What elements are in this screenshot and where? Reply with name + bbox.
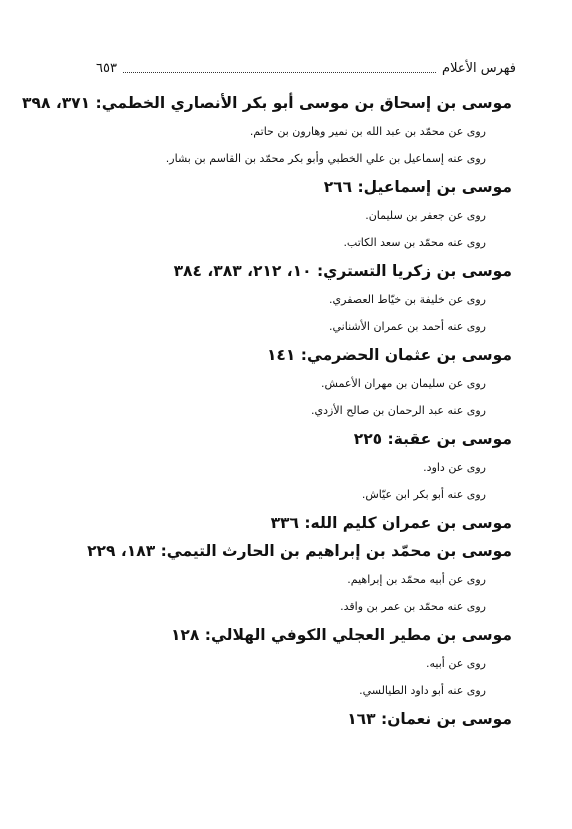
index-entry [82,510,512,536]
narrated-by-line: روى عنه عبد الرحمان بن صالح الأزدي. [311,404,486,417]
entry-name: موسى بن زكريا التستري: ١٠، ٢١٢، ٣٨٣، ٣٨٤ [173,262,512,280]
index-entry [82,622,512,704]
narrated-from-line: روى عن خليفة بن خيّاط العصفري. [329,293,486,306]
entry-name: موسى بن عثمان الحضرمي: ١٤١ [266,346,512,364]
index-entry [82,426,512,508]
narrated-by-line: روى عنه أحمد بن عمران الأشناني. [329,320,486,333]
narrated-by-line: روى عنه محمّد بن عمر بن واقد. [340,600,486,613]
narrated-by-line: روى عنه أبو داود الطيالسي. [359,684,486,697]
index-entry [82,174,512,256]
entry-name: موسى بن إسماعيل: ٢٦٦ [323,178,512,196]
entry-name: موسى بن عقبة: ٢٢٥ [353,430,512,448]
header-title: فهرس الأعلام [442,60,516,76]
narrated-from-line: روى عن داود. [423,461,486,474]
running-header [96,58,516,78]
header-page-number: ٦٥٣ [96,60,117,76]
entry-name: موسى بن نعمان: ١٦٣ [347,710,512,728]
narrated-from-line: روى عن جعفر بن سليمان. [365,209,486,222]
index-entries [22,90,512,732]
entry-name: موسى بن عمران كليم الله: ٣٣٦ [270,514,512,532]
narrated-from-line: روى عن محمّد بن عبد الله بن نمير وهارون بن حاتم. [249,125,486,138]
narrated-from-line: روى عن سليمان بن مهران الأعمش. [321,377,486,390]
entry-name: موسى بن مطير العجلي الكوفي الهلالي: ١٢٨ [170,626,512,644]
narrated-by-line: روى عنه إسماعيل بن علي الخطبي وأبو بكر محمّد بن القاسم بن بشار. [165,152,486,165]
index-entry [82,706,512,732]
narrated-by-line: روى عنه محمّد بن سعد الكاتب. [343,236,486,249]
entry-name: موسى بن إسحاق بن موسى أبو بكر الأنصاري الخطمي: ٣٧١، ٣٩٨ [22,94,512,112]
narrated-from-line: روى عن أبيه. [426,657,486,670]
header-leader-dots [123,64,436,73]
index-entry [82,538,512,620]
index-entry [22,90,512,172]
index-entry [82,342,512,424]
entry-name: موسى بن محمّد بن إبراهيم بن الحارث التيمي: ١٨٣، ٢٢٩ [87,542,512,560]
narrated-by-line: روى عنه أبو بكر ابن عيّاش. [361,488,486,501]
narrated-from-line: روى عن أبيه محمّد بن إبراهيم. [347,573,486,586]
index-entry [82,258,512,340]
